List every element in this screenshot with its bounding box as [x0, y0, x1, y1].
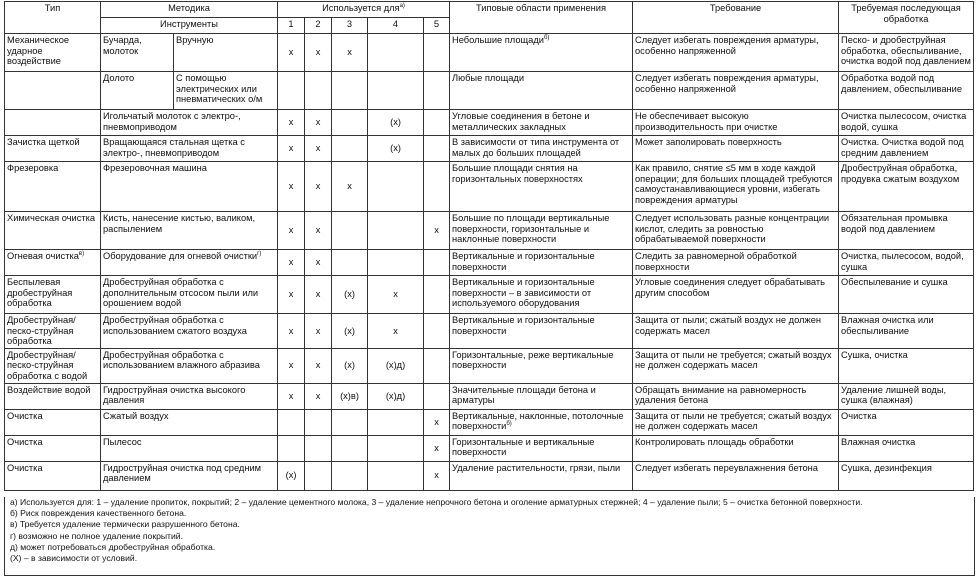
- cell-usage-mark: [424, 276, 450, 314]
- cell-usage-mark: х: [305, 162, 332, 212]
- cell-type: [5, 72, 101, 110]
- header-col-4: 4: [368, 18, 424, 34]
- cell-usage-mark: х: [368, 314, 424, 349]
- header-col-1: 1: [278, 18, 305, 34]
- cell-requirement: Угловые соединения следует обрабатывать другим способом: [633, 276, 839, 314]
- cell-usage-mark: [424, 162, 450, 212]
- cell-post-treatment: Очистка: [839, 409, 974, 435]
- cell-post-treatment: Очистка пылесосом, очистка водой, сушка: [839, 110, 974, 136]
- table-row: [5, 409, 974, 435]
- header-type: Тип: [5, 2, 101, 34]
- table-row: [5, 435, 974, 461]
- header-requirement: Требование: [633, 2, 839, 34]
- cell-usage-mark: х: [278, 250, 305, 276]
- cell-usage-mark: х: [305, 314, 332, 349]
- cell-usage-mark: [305, 461, 332, 490]
- cell-usage-mark: х: [424, 435, 450, 461]
- cell-usage-mark: х: [305, 136, 332, 162]
- cell-usage-mark: х: [424, 212, 450, 250]
- cell-requirement: Контролировать площадь обработки: [633, 435, 839, 461]
- cell-requirement: Может заполировать поверхность: [633, 136, 839, 162]
- cell-usage-mark: [424, 383, 450, 409]
- cell-usage-mark: х: [305, 212, 332, 250]
- cell-post-treatment: Влажная очистка или обеспыливание: [839, 314, 974, 349]
- cell-post-treatment: Очистка, пылесосом, водой, сушка: [839, 250, 974, 276]
- cell-usage-mark: (х): [278, 461, 305, 490]
- cell-type: Механическое ударное воздействие: [5, 34, 101, 72]
- cell-requirement: Защита от пыли не требуется; сжатый воздух не должен содержать масел: [633, 348, 839, 383]
- cell-usage-mark: (х): [332, 348, 368, 383]
- cell-application: Вертикальные, наклонные, потолочные поверхности$^{б)}$: [450, 409, 633, 435]
- cell-usage-mark: х: [368, 276, 424, 314]
- cell-tool: Игольчатый молоток с электро-, пневмоприводом: [101, 110, 278, 136]
- cell-application: В зависимости от типа инструмента от малых до больших площадей: [450, 136, 633, 162]
- table-row: [5, 348, 974, 383]
- header-col-5: 5: [424, 18, 450, 34]
- cleaning-methods-table: [4, 1, 974, 491]
- cell-type: Огневая очистка$^{в)}$: [5, 250, 101, 276]
- cell-usage-mark: х: [278, 136, 305, 162]
- cell-usage-mark: [278, 72, 305, 110]
- cell-usage-mark: [278, 409, 305, 435]
- cell-usage-mark: х: [305, 34, 332, 72]
- cell-application: Угловые соединения в бетоне и металлических закладных: [450, 110, 633, 136]
- cell-application: Любые площади: [450, 72, 633, 110]
- cell-usage-mark: х: [332, 162, 368, 212]
- cell-usage-mark: [368, 461, 424, 490]
- cell-usage-mark: [424, 72, 450, 110]
- cell-usage-mark: х: [278, 110, 305, 136]
- cell-tool: Долото: [101, 72, 174, 110]
- cell-usage-mark: (х): [332, 276, 368, 314]
- cell-type: Дробеструйная/песко-струйная обработка: [5, 314, 101, 349]
- header-col-3: 3: [332, 18, 368, 34]
- cell-usage-mark: (х): [332, 314, 368, 349]
- table-row: [5, 383, 974, 409]
- cell-type: Очистка: [5, 409, 101, 435]
- cell-requirement: Следует использовать разные концентрации кислот, следить за ровностью обрабатываемой поверхности: [633, 212, 839, 250]
- cell-application: Горизонтальные, реже вертикальные поверхности: [450, 348, 633, 383]
- cell-usage-mark: [305, 72, 332, 110]
- cell-post-treatment: Песко- и дробеструйная обработка, обеспыливание, очистка водой под давлением: [839, 34, 974, 72]
- cell-usage-mark: [368, 250, 424, 276]
- cell-tool: Вращающаяся стальная щетка с электро-, пневмоприводом: [101, 136, 278, 162]
- cell-post-treatment: Очистка. Очистка водой под средним давлением: [839, 136, 974, 162]
- cell-usage-mark: (х)в): [332, 383, 368, 409]
- cell-type: Очистка: [5, 461, 101, 490]
- cell-application: Большие по площади вертикальные поверхности, горизонтальные и наклонные поверхности: [450, 212, 633, 250]
- table-row: [5, 314, 974, 349]
- cell-usage-mark: х: [278, 162, 305, 212]
- cell-tool: Дробеструйная обработка с дополнительным отсосом пыли или орошением водой: [101, 276, 278, 314]
- footnotes: [4, 497, 975, 576]
- cell-tool: Оборудование для огневой очистки$^{г)}$: [101, 250, 278, 276]
- header-used-for: Используется для$^{а)}$: [278, 2, 450, 18]
- cell-usage-mark: [332, 110, 368, 136]
- cell-application: Горизонтальные и вертикальные поверхности: [450, 435, 633, 461]
- cell-usage-mark: х: [424, 461, 450, 490]
- cell-tool: Бучарда, молоток: [101, 34, 174, 72]
- cell-application: Вертикальные и горизонтальные поверхности: [450, 250, 633, 276]
- cell-application: Вертикальные и горизонтальные поверхности – в зависимости от используемого оборудования: [450, 276, 633, 314]
- cell-application: Небольшие площади$^{б)}$: [450, 34, 633, 72]
- cell-requirement: Не обеспечивает высокую производительность при очистке: [633, 110, 839, 136]
- cell-usage-mark: [332, 461, 368, 490]
- header-method: Методика: [101, 2, 278, 18]
- methods-table-document: [4, 1, 973, 491]
- cell-requirement: Следует избегать повреждения арматуры, особенно напряженной: [633, 72, 839, 110]
- table-row: [5, 250, 974, 276]
- cell-usage-mark: [424, 250, 450, 276]
- cell-requirement: Следить за равномерной обработкой поверхности: [633, 250, 839, 276]
- cell-type: Воздействие водой: [5, 383, 101, 409]
- table-row: [5, 212, 974, 250]
- cell-tool: Пылесос: [101, 435, 278, 461]
- table-row: [5, 136, 974, 162]
- table-row: [5, 276, 974, 314]
- cell-usage-mark: [368, 409, 424, 435]
- cell-usage-mark: х: [305, 110, 332, 136]
- cell-usage-mark: х: [278, 383, 305, 409]
- cell-usage-mark: [332, 212, 368, 250]
- cell-application: Большие площади снятия на горизонтальных поверхностях: [450, 162, 633, 212]
- table-row: [5, 110, 974, 136]
- cell-tool-detail: Вручную: [174, 34, 278, 72]
- cell-usage-mark: х: [332, 34, 368, 72]
- cell-usage-mark: х: [424, 409, 450, 435]
- cell-tool: Кисть, нанесение кистью, валиком, распылением: [101, 212, 278, 250]
- tool-footnote-mark: г): [257, 250, 262, 257]
- cell-usage-mark: [424, 110, 450, 136]
- cell-usage-mark: [278, 435, 305, 461]
- cell-usage-mark: х: [305, 383, 332, 409]
- cell-application: Удаление растительности, грязи, пыли: [450, 461, 633, 490]
- cell-tool: Гидроструйная очистка высокого давления: [101, 383, 278, 409]
- cell-post-treatment: Дробеструйная обработка, продувка сжатым воздухом: [839, 162, 974, 212]
- cell-post-treatment: Сушка, дезинфекция: [839, 461, 974, 490]
- cell-usage-mark: (х)д): [368, 383, 424, 409]
- cell-application: Вертикальные и горизонтальные поверхности: [450, 314, 633, 349]
- cell-type: [5, 110, 101, 136]
- cell-usage-mark: [368, 162, 424, 212]
- cell-post-treatment: Сушка, очистка: [839, 348, 974, 383]
- header-tools: Инструменты: [101, 18, 278, 34]
- cell-usage-mark: х: [278, 212, 305, 250]
- cell-usage-mark: [368, 34, 424, 72]
- cell-requirement: Следует избегать повреждения арматуры, особенно напряженной: [633, 34, 839, 72]
- cell-usage-mark: [305, 409, 332, 435]
- cell-tool: Сжатый воздух: [101, 409, 278, 435]
- cell-type: Беспылевая дробеструйная обработка: [5, 276, 101, 314]
- cell-tool: Фрезеровочная машина: [101, 162, 278, 212]
- cell-usage-mark: х: [278, 276, 305, 314]
- cell-usage-mark: [332, 136, 368, 162]
- footnote-e: д) может потребоваться дробеструйная обработка.: [10, 541, 216, 552]
- cell-usage-mark: (х): [368, 136, 424, 162]
- header-applications: Типовые области применения: [450, 2, 633, 34]
- type-footnote-mark: в): [78, 250, 85, 257]
- cell-usage-mark: (х)д): [368, 348, 424, 383]
- cell-requirement: Обращать внимание на равномерность удаления бетона: [633, 383, 839, 409]
- cell-post-treatment: Удаление лишней воды, сушка (влажная): [839, 383, 974, 409]
- footnote-d: г) возможно не полное удаление покрытий.: [10, 530, 183, 541]
- cell-type: Зачистка щеткой: [5, 136, 101, 162]
- cell-type: Дробеструйная/песко-струйная обработка с водой: [5, 348, 101, 383]
- table-row: [5, 72, 974, 110]
- cell-usage-mark: [424, 136, 450, 162]
- table-row: [5, 461, 974, 490]
- cell-usage-mark: х: [305, 348, 332, 383]
- cell-requirement: Следует избегать переувлажнения бетона: [633, 461, 839, 490]
- cell-usage-mark: х: [278, 34, 305, 72]
- cell-usage-mark: [424, 34, 450, 72]
- header-post-treatment: Требуемая последующая обработка: [839, 2, 974, 34]
- header-col-2: 2: [305, 18, 332, 34]
- cell-post-treatment: Обязательная промывка водой под давлением: [839, 212, 974, 250]
- cell-post-treatment: Обеспылевание и сушка: [839, 276, 974, 314]
- cell-requirement: Как правило, снятие ≤5 мм в ходе каждой операции; для больших площадей требуются самоустанавливающиеся уровни, избегать повреждения арматуры: [633, 162, 839, 212]
- cell-post-treatment: Влажная очистка: [839, 435, 974, 461]
- table-row: [5, 162, 974, 212]
- cell-usage-mark: [332, 435, 368, 461]
- cell-usage-mark: [332, 250, 368, 276]
- cell-usage-mark: [368, 72, 424, 110]
- cell-usage-mark: (х): [368, 110, 424, 136]
- footnote-b: б) Риск повреждения качественного бетона.: [10, 508, 187, 519]
- cell-tool: Гидроструйная очистка под средним давлением: [101, 461, 278, 490]
- cell-usage-mark: х: [305, 276, 332, 314]
- cell-tool: Дробеструйная обработка с использованием сжатого воздуха: [101, 314, 278, 349]
- cell-usage-mark: [368, 212, 424, 250]
- cell-usage-mark: х: [305, 250, 332, 276]
- cell-usage-mark: [424, 314, 450, 349]
- cell-type: Химическая очистка: [5, 212, 101, 250]
- cell-usage-mark: [332, 72, 368, 110]
- cell-application: Значительные площади бетона и арматуры: [450, 383, 633, 409]
- table-row: [5, 34, 974, 72]
- footnote-a: а) Используется для: 1 – удаление пропиток, покрытий; 2 – удаление цементного молока, 3 – удаление непрочного бетона и оголение арматурных стержней; 4 – удаление пыли; 5 – очистка бетонной поверхности.: [10, 497, 863, 507]
- cell-usage-mark: [332, 409, 368, 435]
- cell-post-treatment: Обработка водой под давлением, обеспыливание: [839, 72, 974, 110]
- footnote-x: (Х) – в зависимости от условий.: [10, 553, 138, 564]
- cell-requirement: Защита от пыли не требуется; сжатый воздух не должен содержать масел: [633, 409, 839, 435]
- cell-tool: Дробеструйная обработка с использованием влажного абразива: [101, 348, 278, 383]
- cell-usage-mark: [424, 348, 450, 383]
- cell-requirement: Защита от пыли; сжатый воздух не должен содержать масел: [633, 314, 839, 349]
- cell-usage-mark: х: [278, 348, 305, 383]
- cell-usage-mark: [368, 435, 424, 461]
- cell-type: Очистка: [5, 435, 101, 461]
- cell-type: Фрезеровка: [5, 162, 101, 212]
- cell-usage-mark: [305, 435, 332, 461]
- table-body: [5, 34, 974, 491]
- footnote-c: в) Требуется удаление термически разрушенного бетона.: [10, 519, 240, 530]
- cell-tool-detail: С помощью электрических или пневматических о/м: [174, 72, 278, 110]
- cell-usage-mark: х: [278, 314, 305, 349]
